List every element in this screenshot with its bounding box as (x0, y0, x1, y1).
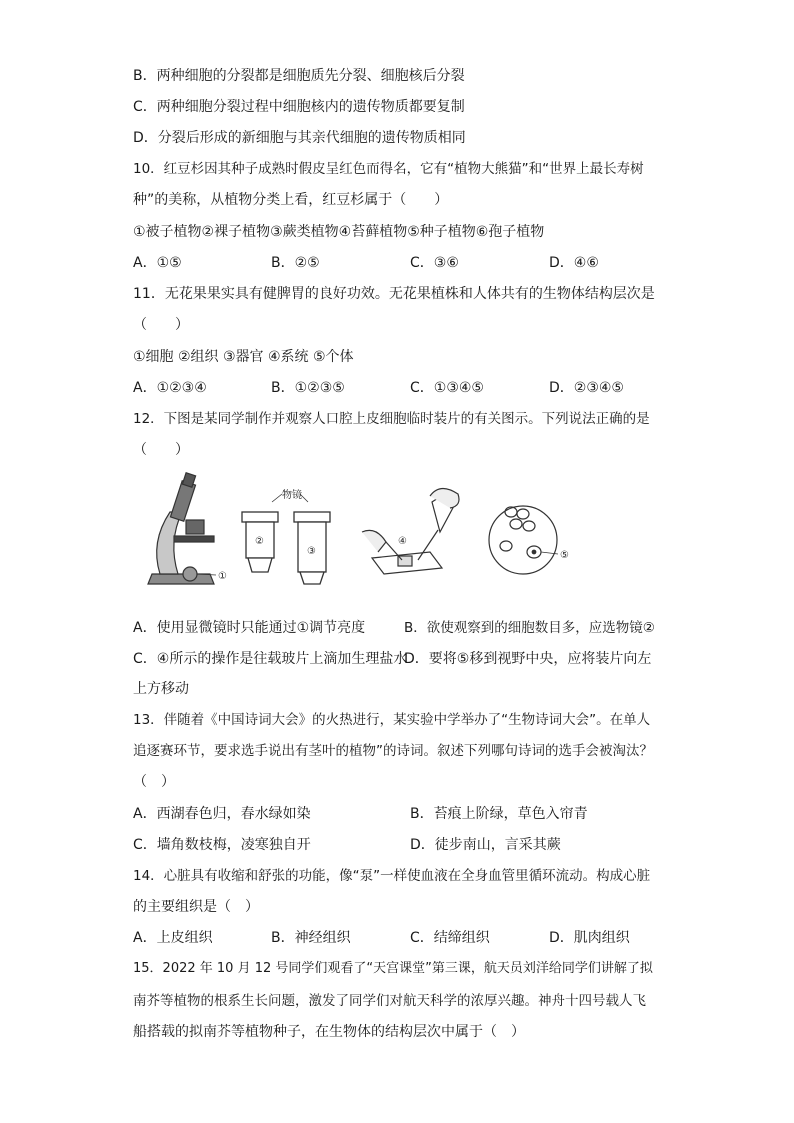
q11-option-a: A．①②③④ (133, 380, 207, 396)
q10-option-d: D．④⑥ (549, 255, 599, 271)
q11-stem-line2: （ ） (133, 317, 189, 333)
q12-option-c: C．④所示的操作是往载玻片上滴加生理盐水 (133, 651, 408, 667)
q13-option-b: B．苔痕上阶绿，草色入帘青 (410, 806, 588, 822)
q13-option-c: C．墙角数枝梅，凌寒独自开 (133, 837, 311, 853)
q10-option-c: C．③⑥ (410, 255, 459, 271)
q13-option-d: D．徒步南山，言采其蕨 (410, 837, 561, 853)
q15-stem-line3: 船搭载的拟南芥等植物种子，在生物体的结构层次中属于（ ） (133, 1024, 525, 1040)
microscope-illustration (148, 473, 216, 584)
mark-4: ④ (398, 536, 407, 547)
mark-5: ⑤ (560, 550, 569, 561)
dropper-slide-illustration (362, 488, 459, 574)
q14-option-c: C．结缔组织 (410, 930, 490, 946)
q13-stem-line1: 13．伴随着《中国诗词大会》的火热进行，某实验中学举办了“生物诗词大会”。在单人 (133, 712, 651, 728)
mark-3: ③ (307, 546, 316, 557)
q14-option-a: A．上皮组织 (133, 930, 213, 946)
mark-2: ② (255, 536, 264, 547)
field-of-view (489, 506, 558, 574)
q14-stem-line1: 14．心脏具有收缩和舒张的功能，像“泵”一样使血液在全身血管里循环流动。构成心脏 (133, 868, 651, 884)
q11-items: ①细胞 ②组织 ③器官 ④系统 ⑤个体 (133, 349, 354, 365)
q9-option-c: C．两种细胞分裂过程中细胞核内的遗传物质都要复制 (133, 99, 465, 115)
q11-option-b: B．①②③⑤ (271, 380, 345, 396)
q13-option-a: A．西湖春色归，春水绿如染 (133, 806, 311, 822)
q9-option-b: B．两种细胞的分裂都是细胞质先分裂、细胞核后分裂 (133, 68, 465, 84)
q10-items: ①被子植物②裸子植物③蕨类植物④苔藓植物⑤种子植物⑥孢子植物 (133, 224, 545, 240)
q14-stem-line2: 的主要组织是（ ） (133, 899, 259, 915)
q15-stem-line2: 南芥等植物的根系生长问题，激发了同学们对航天科学的浓厚兴趣。神舟十四号载人飞 (133, 993, 646, 1009)
q12-figure (140, 472, 590, 594)
q12-stem-line1: 12．下图是某同学制作并观察人口腔上皮细胞临时装片的有关图示。下列说法正确的是 (133, 411, 650, 427)
objective-lens-3 (294, 494, 330, 584)
q11-option-c: C．①③④⑤ (410, 380, 484, 396)
q12-option-d: D．要将⑤移到视野中央，应将装片向左 (404, 651, 652, 667)
q10-stem-line1: 10．红豆杉因其种子成熟时假皮呈红色而得名，它有“植物大熊猫”和“世界上最长寿树 (133, 161, 644, 177)
objective-lens-2 (242, 494, 282, 572)
lens-title: 物镜 (282, 490, 302, 501)
q11-stem-line1: 11．无花果果实具有健脾胃的良好功效。无花果植株和人体共有的生物体结构层次是 (133, 286, 655, 302)
q14-option-d: D．肌肉组织 (549, 930, 630, 946)
q14-option-b: B．神经组织 (271, 930, 351, 946)
q12-option-a: A．使用显微镜时只能通过①调节亮度 (133, 620, 366, 636)
q9-option-d: D．分裂后形成的新细胞与其亲代细胞的遗传物质相同 (133, 130, 466, 146)
q12-option-d-cont: 上方移动 (133, 681, 189, 697)
mark-1: ① (218, 571, 227, 582)
q12-option-b: B．欲使观察到的细胞数目多，应选物镜② (404, 620, 655, 636)
q12-stem-line2: （ ） (133, 442, 189, 458)
q10-stem-line2: 种”的美称，从植物分类上看，红豆杉属于（ ） (133, 192, 449, 208)
q10-option-b: B．②⑤ (271, 255, 320, 271)
q15-stem-line1: 15．2022 年 10 月 12 号同学们观看了“天宫课堂”第三课，航天员刘洋给同学们讲解了拟 (133, 961, 653, 976)
q13-stem-line2: 追逐赛环节，要求选手说出有茎叶的植物”的诗词。叙述下列哪句诗词的选手会被淘汰？ (133, 743, 653, 759)
q10-option-a: A．①⑤ (133, 255, 182, 271)
q13-stem-line3: （ ） (133, 774, 175, 790)
q11-option-d: D．②③④⑤ (549, 380, 624, 396)
